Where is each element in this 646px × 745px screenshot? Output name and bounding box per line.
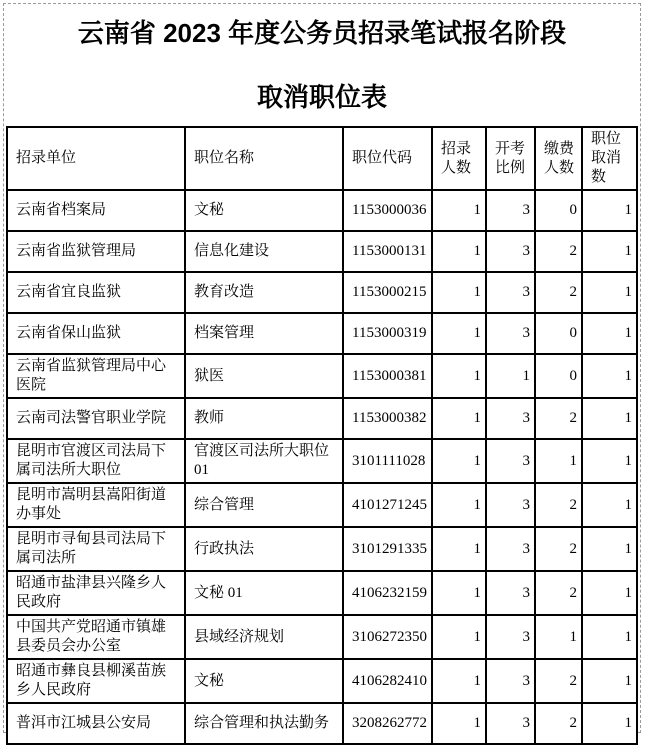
cell-position: 信息化建设 (185, 231, 343, 272)
document-frame (3, 3, 641, 733)
cell-code: 1153000131 (343, 231, 432, 272)
cell-cancelled: 1 (582, 615, 637, 659)
table-row (7, 439, 637, 483)
cell-ratio: 3 (486, 483, 535, 527)
header-row (7, 127, 637, 190)
page-title-line-2: 取消职位表 (256, 82, 387, 112)
cell-unit: 云南省宜良监狱 (7, 272, 185, 313)
col-header-paid: 缴费人数 (535, 127, 582, 190)
cell-position: 文秘 01 (185, 571, 343, 615)
cell-unit: 昭通市彝良县柳溪苗族乡人民政府 (7, 659, 185, 703)
cell-paid: 0 (535, 313, 582, 354)
cell-position: 文秘 (185, 190, 343, 231)
cell-unit: 昆明市嵩明县嵩阳街道办事处 (7, 483, 185, 527)
table-row (7, 190, 637, 231)
table-row (7, 527, 637, 571)
cell-cancelled: 1 (582, 354, 637, 398)
cell-paid: 2 (535, 703, 582, 744)
table-row (7, 659, 637, 703)
col-header-ratio: 开考比例 (486, 127, 535, 190)
table-row (7, 313, 637, 354)
cell-position: 狱医 (185, 354, 343, 398)
cell-code: 1153000036 (343, 190, 432, 231)
cell-recruit: 1 (432, 354, 486, 398)
cell-ratio: 3 (486, 313, 535, 354)
cell-recruit: 1 (432, 313, 486, 354)
cell-ratio: 3 (486, 272, 535, 313)
cell-cancelled: 1 (582, 439, 637, 483)
cell-recruit: 1 (432, 272, 486, 313)
table-row (7, 354, 637, 398)
cell-paid: 1 (535, 439, 582, 483)
cell-paid: 2 (535, 483, 582, 527)
cell-position: 教育改造 (185, 272, 343, 313)
cell-code: 1153000381 (343, 354, 432, 398)
cell-position: 综合管理和执法勤务 (185, 703, 343, 744)
cell-unit: 昭通市盐津县兴隆乡人民政府 (7, 571, 185, 615)
cell-cancelled: 1 (582, 272, 637, 313)
col-header-unit: 招录单位 (7, 127, 185, 190)
cell-ratio: 3 (486, 190, 535, 231)
cell-recruit: 1 (432, 527, 486, 571)
cell-unit: 昆明市寻甸县司法局下属司法所 (7, 527, 185, 571)
cell-code: 4106232159 (343, 571, 432, 615)
cell-unit: 云南司法警官职业学院 (7, 398, 185, 439)
cell-position: 官渡区司法所大职位 01 (185, 439, 343, 483)
cell-position: 档案管理 (185, 313, 343, 354)
cell-paid: 2 (535, 571, 582, 615)
cell-recruit: 1 (432, 483, 486, 527)
cell-code: 1153000319 (343, 313, 432, 354)
cell-ratio: 3 (486, 439, 535, 483)
cell-ratio: 3 (486, 231, 535, 272)
cell-ratio: 3 (486, 527, 535, 571)
cell-unit: 昆明市官渡区司法局下属司法所大职位 (7, 439, 185, 483)
cell-cancelled: 1 (582, 527, 637, 571)
cell-code: 3101291335 (343, 527, 432, 571)
cell-ratio: 3 (486, 659, 535, 703)
table-row (7, 231, 637, 272)
table-row (7, 483, 637, 527)
cell-code: 4101271245 (343, 483, 432, 527)
page-title (4, 4, 640, 126)
cell-recruit: 1 (432, 571, 486, 615)
cell-code: 4106282410 (343, 659, 432, 703)
cell-ratio: 3 (486, 398, 535, 439)
cell-recruit: 1 (432, 659, 486, 703)
cell-code: 3106272350 (343, 615, 432, 659)
cell-ratio: 3 (486, 703, 535, 744)
cell-unit: 云南省监狱管理局中心医院 (7, 354, 185, 398)
col-header-recruit: 招录人数 (432, 127, 486, 190)
cell-cancelled: 1 (582, 231, 637, 272)
cell-ratio: 3 (486, 615, 535, 659)
cell-recruit: 1 (432, 703, 486, 744)
col-header-code: 职位代码 (343, 127, 432, 190)
cell-cancelled: 1 (582, 190, 637, 231)
cell-paid: 2 (535, 398, 582, 439)
cell-cancelled: 1 (582, 703, 637, 744)
table-row (7, 272, 637, 313)
cell-ratio: 1 (486, 354, 535, 398)
col-header-position: 职位名称 (185, 127, 343, 190)
cell-unit: 普洱市江城县公安局 (7, 703, 185, 744)
cell-recruit: 1 (432, 190, 486, 231)
table-row (7, 398, 637, 439)
cell-ratio: 3 (486, 571, 535, 615)
cell-unit: 云南省监狱管理局 (7, 231, 185, 272)
cell-paid: 2 (535, 231, 582, 272)
page-title-line-1: 云南省 2023 年度公务员招录笔试报名阶段 (77, 18, 567, 48)
cell-unit: 云南省档案局 (7, 190, 185, 231)
cell-paid: 2 (535, 659, 582, 703)
cell-unit: 云南省保山监狱 (7, 313, 185, 354)
cancelled-positions-table (6, 126, 638, 745)
cell-cancelled: 1 (582, 659, 637, 703)
cell-paid: 2 (535, 527, 582, 571)
table-row (7, 615, 637, 659)
cell-cancelled: 1 (582, 483, 637, 527)
cell-paid: 0 (535, 190, 582, 231)
cell-position: 县域经济规划 (185, 615, 343, 659)
cell-code: 1153000382 (343, 398, 432, 439)
cell-position: 文秘 (185, 659, 343, 703)
cell-recruit: 1 (432, 398, 486, 439)
cell-cancelled: 1 (582, 313, 637, 354)
cell-paid: 2 (535, 272, 582, 313)
table-body (7, 190, 637, 744)
cell-code: 1153000215 (343, 272, 432, 313)
cell-code: 3208262772 (343, 703, 432, 744)
cell-position: 行政执法 (185, 527, 343, 571)
cell-paid: 0 (535, 354, 582, 398)
col-header-cancelled: 职位取消数 (582, 127, 637, 190)
cell-recruit: 1 (432, 615, 486, 659)
cell-position: 教师 (185, 398, 343, 439)
cell-code: 3101111028 (343, 439, 432, 483)
cell-recruit: 1 (432, 439, 486, 483)
cell-position: 综合管理 (185, 483, 343, 527)
cell-recruit: 1 (432, 231, 486, 272)
cell-cancelled: 1 (582, 398, 637, 439)
cell-unit: 中国共产党昭通市镇雄县委员会办公室 (7, 615, 185, 659)
table-row (7, 571, 637, 615)
cell-cancelled: 1 (582, 571, 637, 615)
cell-paid: 1 (535, 615, 582, 659)
